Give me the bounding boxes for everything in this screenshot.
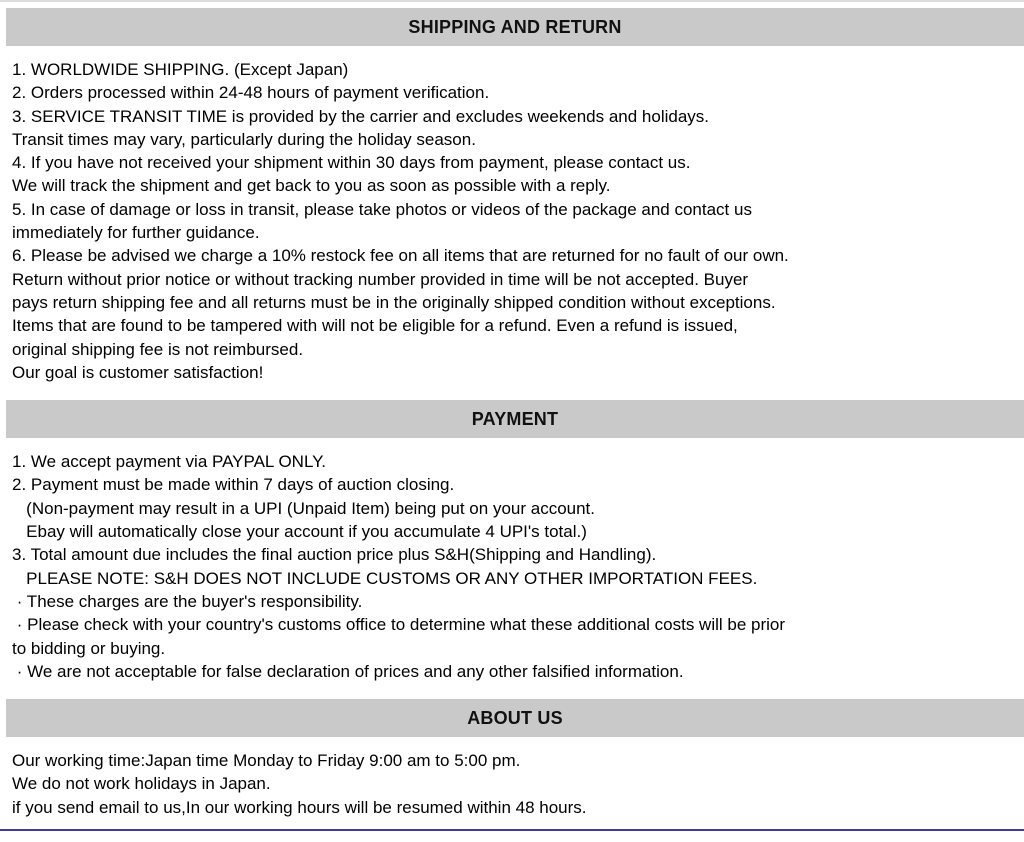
- text-line: pays return shipping fee and all returns must be in the originally shipped condition without exceptions.: [12, 292, 776, 312]
- text-line: · Please check with your country's customs office to determine what these additional costs will be prior: [12, 615, 786, 635]
- text-line: original shipping fee is not reimbursed.: [12, 339, 304, 359]
- text-line: 6. Please be advised we charge a 10% restock fee on all items that are returned for no fault of our own.: [12, 246, 789, 266]
- text-line: We will track the shipment and get back to you as soon as possible with a reply.: [12, 176, 611, 196]
- text-line: · These charges are the buyer's responsibility.: [12, 591, 363, 611]
- text-line: Ebay will automatically close your account if you accumulate 4 UPI's total.): [12, 522, 587, 542]
- top-border-line: [0, 0, 1024, 2]
- text-line: Our goal is customer satisfaction!: [12, 362, 264, 382]
- text-line: Items that are found to be tampered with will not be eligible for a refund. Even a refund is issued,: [12, 316, 738, 336]
- text-line: Our working time:Japan time Monday to Friday 9:00 am to 5:00 pm.: [12, 751, 521, 771]
- shipping-and-return-header: SHIPPING AND RETURN: [6, 8, 1024, 46]
- text-line: 2. Orders processed within 24-48 hours of payment verification.: [12, 83, 490, 103]
- bottom-divider-line: [0, 829, 1024, 831]
- text-line: 5. In case of damage or loss in transit, please take photos or videos of the package and contact us: [12, 199, 752, 219]
- text-line: PLEASE NOTE: S&H DOES NOT INCLUDE CUSTOMS OR ANY OTHER IMPORTATION FEES.: [12, 568, 758, 588]
- text-line: Return without prior notice or without tracking number provided in time will be not accepted. Buyer: [12, 269, 749, 289]
- text-line: 3. SERVICE TRANSIT TIME is provided by the carrier and excludes weekends and holidays.: [12, 106, 710, 126]
- text-line: 1. We accept payment via PAYPAL ONLY.: [12, 452, 327, 472]
- text-line: 3. Total amount due includes the final auction price plus S&H(Shipping and Handling).: [12, 545, 657, 565]
- text-line: 2. Payment must be made within 7 days of auction closing.: [12, 475, 455, 495]
- text-line: immediately for further guidance.: [12, 223, 260, 243]
- about-us-body: [0, 749, 1024, 819]
- text-line: Transit times may vary, particularly during the holiday season.: [12, 129, 476, 149]
- section-shipping-and-return: [0, 8, 1024, 384]
- text-line: · We are not acceptable for false declaration of prices and any other falsified information.: [12, 661, 684, 681]
- text-line: 1. WORLDWIDE SHIPPING. (Except Japan): [12, 60, 349, 79]
- text-line: to bidding or buying.: [12, 638, 166, 658]
- section-payment: [0, 400, 1024, 683]
- text-line: We do not work holidays in Japan.: [12, 774, 271, 794]
- section-about-us: [0, 699, 1024, 819]
- payment-body: [0, 450, 1024, 683]
- shipping-and-return-body: [0, 58, 1024, 384]
- text-line: if you send email to us,In our working hours will be resumed within 48 hours.: [12, 797, 587, 817]
- about-us-header: ABOUT US: [6, 699, 1024, 737]
- text-line: 4. If you have not received your shipment within 30 days from payment, please contact us.: [12, 153, 691, 173]
- text-line: (Non-payment may result in a UPI (Unpaid Item) being put on your account.: [12, 498, 595, 518]
- payment-header: PAYMENT: [6, 400, 1024, 438]
